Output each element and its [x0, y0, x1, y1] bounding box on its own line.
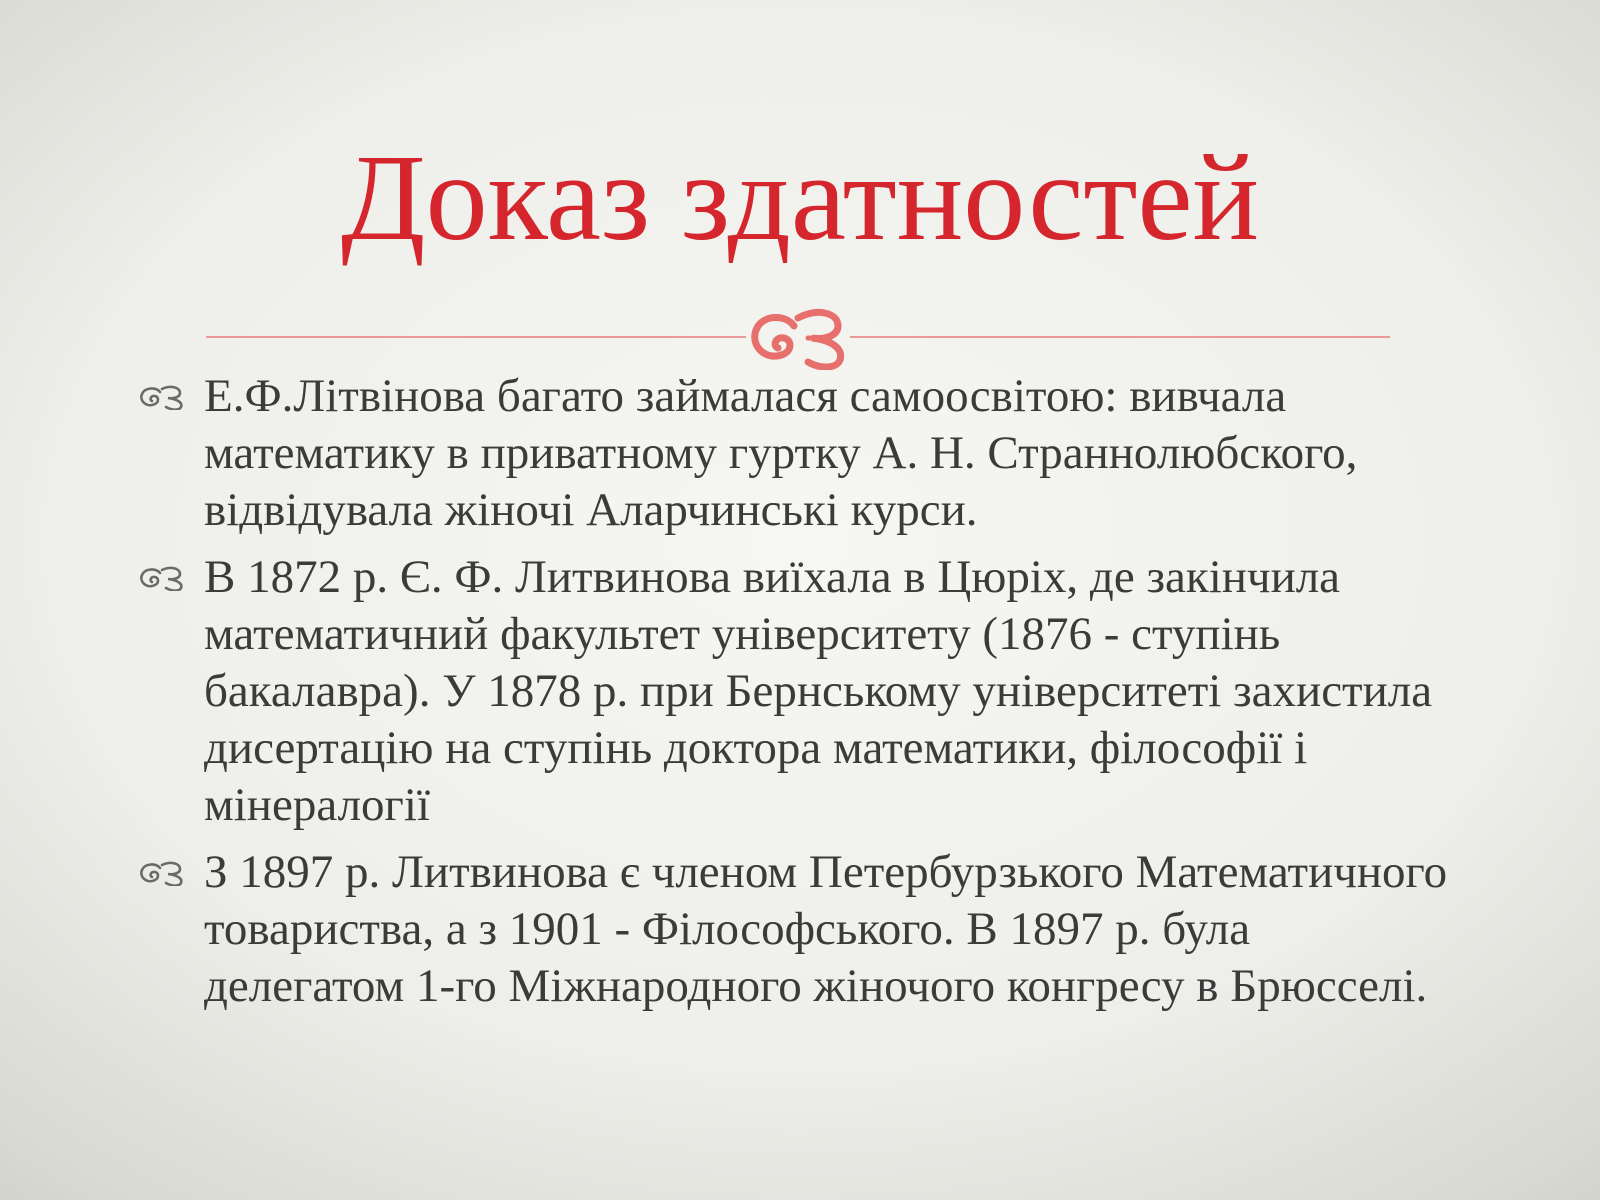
flourish-bullet-icon — [138, 565, 188, 591]
bullet-text: Е.Ф.Літвінова багато займалася самоосвітою: вивчала математику в приватному гуртку А. Н. Страннолюбского, відвідувала жіночі Аларчинські курси. — [204, 370, 1358, 536]
flourish-bullet-icon — [138, 860, 188, 886]
title-divider — [206, 336, 1390, 338]
divider-line-right — [850, 336, 1390, 338]
bullet-text: З 1897 р. Литвинова є членом Петербурзького Математичного товариства, а з 1901 - Філософського. В 1897 р. була делегатом 1-го Міжнародного жіночого конгресу в Брюсселі. — [204, 846, 1448, 1012]
bullet-item — [138, 549, 1458, 834]
flourish-ornament-icon — [746, 306, 856, 370]
bullet-list — [138, 368, 1458, 1025]
divider-line-left — [206, 336, 746, 338]
flourish-bullet-icon — [138, 384, 188, 410]
bullet-item — [138, 844, 1458, 1015]
slide-title: Доказ здатностей — [341, 129, 1259, 266]
bullet-text: В 1872 р. Є. Ф. Литвинова виїхала в Цюріх, де закінчила математичний факультет університету (1876 - ступінь бакалавра). У 1878 р. при Бернському університеті захистила дисертацію на ступінь доктора математики, філософії і мінералогії — [204, 551, 1433, 831]
bullet-item — [138, 368, 1458, 539]
